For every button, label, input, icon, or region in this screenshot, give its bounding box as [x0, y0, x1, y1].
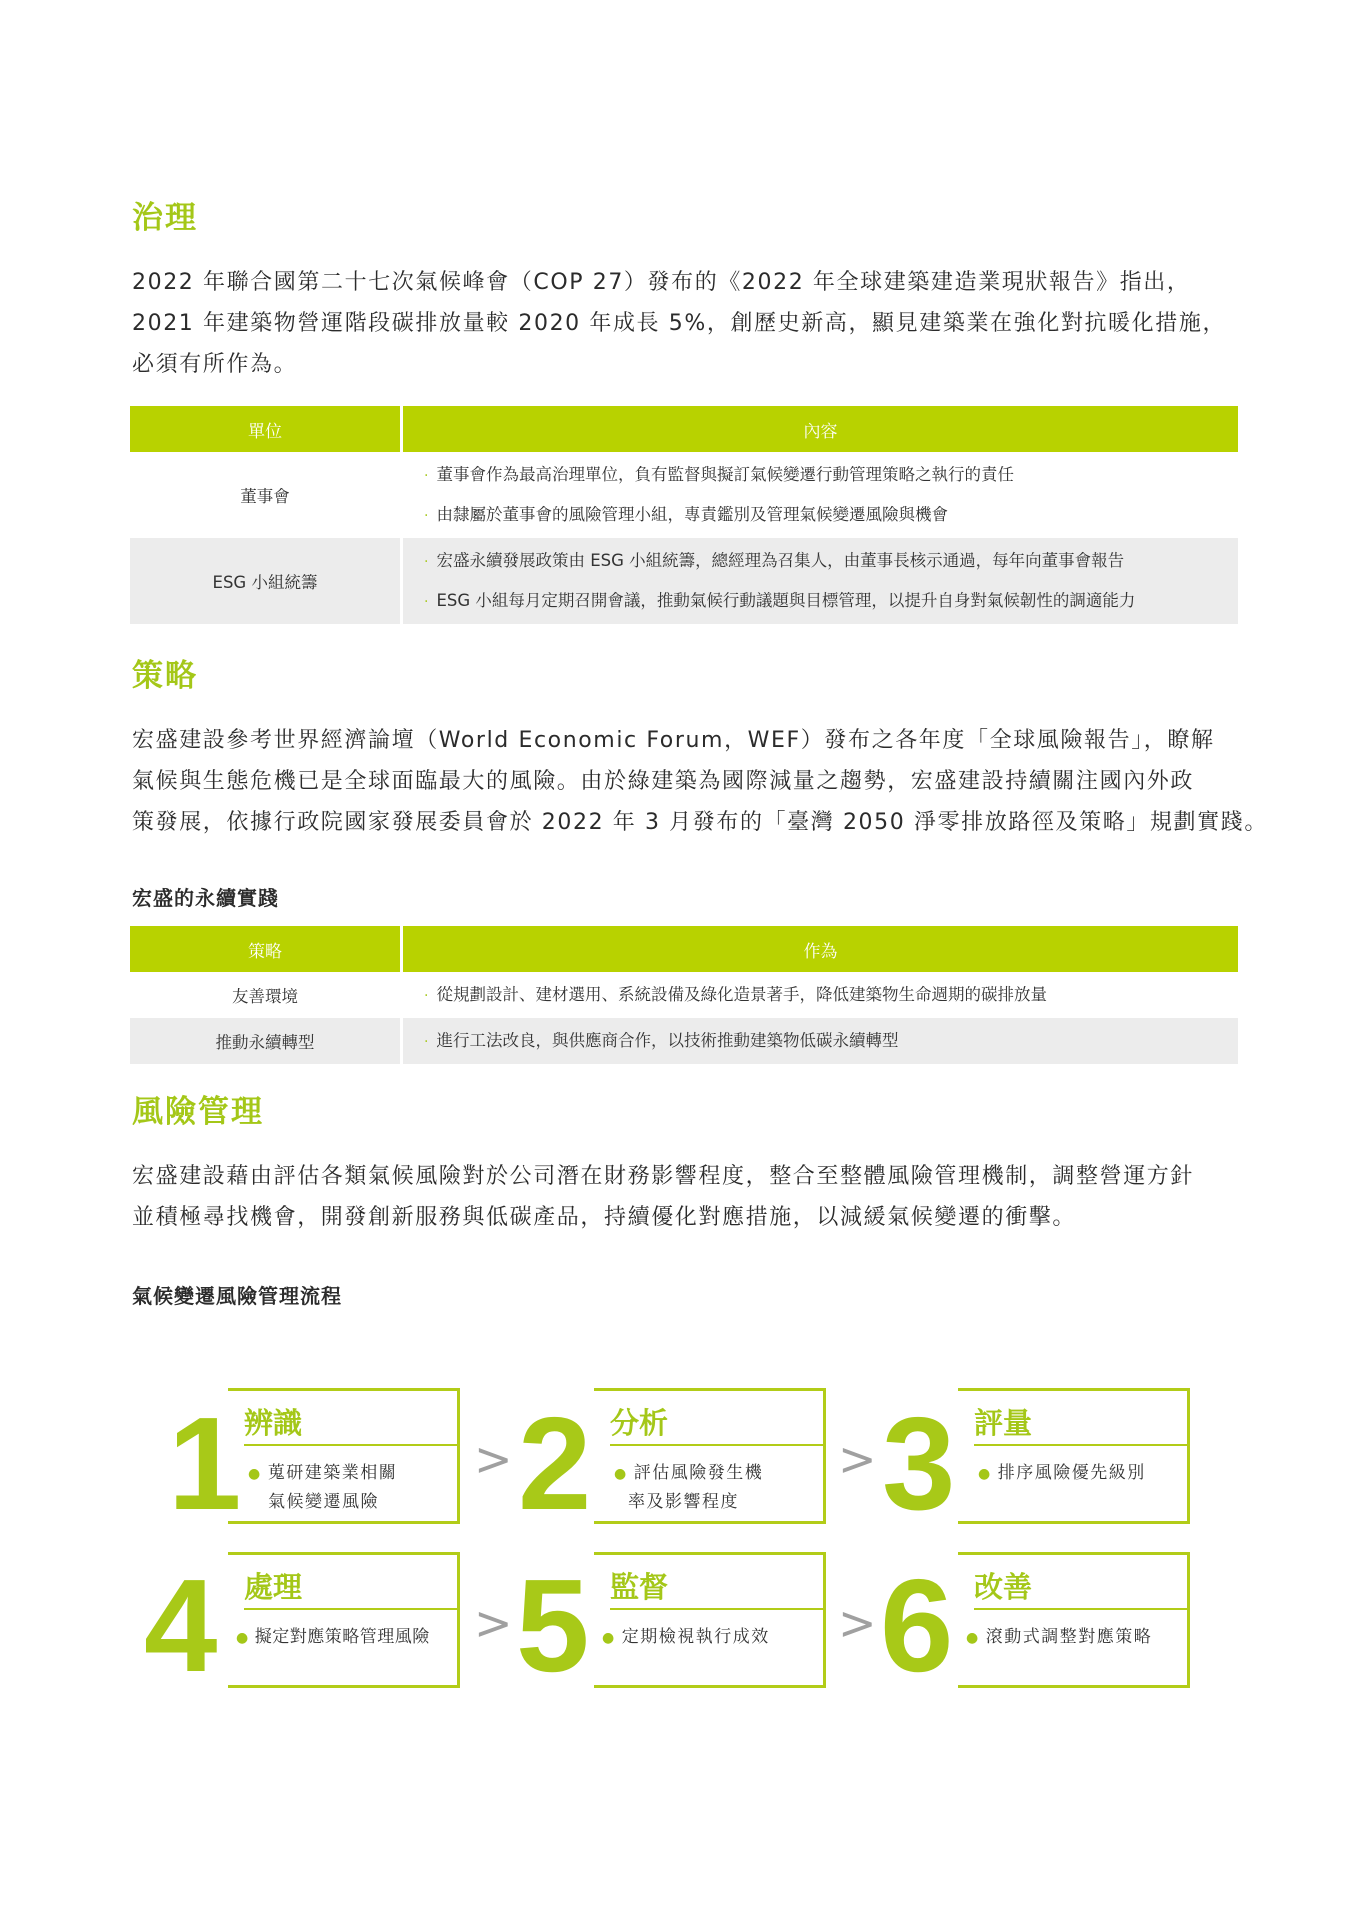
unit-cell: ESG 小組統籌 [130, 538, 403, 624]
bullet-icon: ● [248, 1466, 262, 1482]
divider [610, 1444, 823, 1446]
paragraph-line: 策發展，依據行政院國家發展委員會於 2022 年 3 月發布的「臺灣 2050 淨零排放路徑及策略」規劃實踐。 [132, 810, 1268, 835]
table-header-row [130, 926, 1238, 972]
step-box [958, 1388, 1190, 1524]
strategy-cell: 友善環境 [130, 972, 403, 1018]
bullet-icon: ● [966, 1630, 980, 1646]
bullet-icon: ● [236, 1630, 249, 1646]
bullet-icon: · [424, 988, 429, 1004]
table-row [130, 972, 1238, 1018]
table-row [130, 452, 1238, 538]
paragraph-line: 宏盛建設藉由評估各類氣候風險對於公司潛在財務影響程度，整合至整體風險管理機制，調整營運方針 [132, 1164, 1195, 1189]
list-item: · 董事會作為最高治理單位，負有監督與擬訂氣候變遷行動管理策略之執行的責任 [424, 465, 1014, 484]
chevron-right-icon: > [838, 1432, 877, 1486]
risk-heading: 風險管理 [132, 1094, 264, 1130]
step-description: ● 蒐研建築業相關 氣候變遷風險 [248, 1463, 398, 1512]
step-title: 監督 [610, 1570, 669, 1604]
paragraph-line: 2021 年建築物營運階段碳排放量較 2020 年成長 5%，創歷史新高，顯見建築業在強化對抗暖化措施， [132, 311, 1227, 336]
step-title: 分析 [610, 1406, 669, 1440]
table-header-row [130, 406, 1238, 452]
step-description: ● 擬定對應策略管理風險 [236, 1627, 430, 1647]
divider [610, 1608, 823, 1610]
governance-paragraph [132, 262, 1232, 385]
step-description: ● 排序風險優先級別 [978, 1463, 1146, 1483]
content-cell [403, 452, 1238, 538]
step-title: 評量 [974, 1406, 1033, 1440]
action-cell [403, 972, 1238, 1018]
step-box [958, 1552, 1190, 1688]
list-item: · 從規劃設計、建材選用、系統設備及綠化造景著手，降低建築物生命週期的碳排放量 [424, 985, 1047, 1004]
paragraph-line: 氣候與生態危機已是全球面臨最大的風險。由於綠建築為國際減量之趨勢，宏盛建設持續關注國內外政 [132, 769, 1195, 794]
column-header-unit: 單位 [130, 406, 403, 452]
divider [244, 1608, 457, 1610]
governance-heading: 治理 [132, 200, 198, 236]
column-header-strategy: 策略 [130, 926, 403, 972]
paragraph-line: 2022 年聯合國第二十七次氣候峰會（COP 27）發布的《2022 年全球建築建造業現狀報告》指出， [132, 270, 1191, 295]
divider [974, 1608, 1187, 1610]
step-box [228, 1552, 460, 1688]
governance-table [130, 406, 1238, 624]
step-number: 1 [168, 1390, 242, 1537]
paragraph-line: 宏盛建設參考世界經濟論壇（World Economic Forum，WEF）發布之各年度「全球風險報告」，瞭解 [132, 728, 1215, 753]
step-box [228, 1388, 460, 1524]
bullet-icon: · [424, 1034, 429, 1050]
bullet-icon: · [424, 594, 429, 610]
list-item: · 進行工法改良，與供應商合作，以技術推動建築物低碳永續轉型 [424, 1031, 899, 1050]
bullet-icon: · [424, 554, 429, 570]
chevron-right-icon: > [838, 1596, 877, 1650]
risk-subheading: 氣候變遷風險管理流程 [132, 1284, 342, 1308]
step-number: 3 [882, 1390, 956, 1537]
step-box [594, 1388, 826, 1524]
step-title: 辨識 [244, 1406, 303, 1440]
bullet-icon: · [424, 468, 429, 484]
list-item: · ESG 小組每月定期召開會議，推動氣候行動議題與目標管理，以提升自身對氣候韌性的調適能力 [424, 591, 1136, 610]
step-box [594, 1552, 826, 1688]
table-row [130, 538, 1238, 624]
step-number: 4 [144, 1552, 218, 1699]
chevron-right-icon: > [474, 1596, 513, 1650]
table-row [130, 1018, 1238, 1064]
step-number: 6 [880, 1552, 954, 1699]
bullet-icon: ● [978, 1466, 992, 1482]
unit-cell: 董事會 [130, 452, 403, 538]
bullet-icon: ● [614, 1466, 628, 1482]
bullet-icon: ● [602, 1630, 616, 1646]
step-description: ● 評估風險發生機 率及影響程度 [614, 1463, 764, 1512]
paragraph-line: 必須有所作為。 [132, 352, 298, 377]
strategy-paragraph [132, 720, 1268, 843]
step-description: ● 定期檢視執行成效 [602, 1627, 770, 1647]
divider [244, 1444, 457, 1446]
content-cell [403, 538, 1238, 624]
strategy-table [130, 926, 1238, 1064]
step-title: 改善 [974, 1570, 1033, 1604]
step-number: 5 [516, 1552, 590, 1699]
risk-paragraph [132, 1156, 1232, 1238]
strategy-heading: 策略 [132, 658, 198, 694]
column-header-content: 內容 [403, 406, 1238, 452]
list-item: · 由隸屬於董事會的風險管理小組，專責鑑別及管理氣候變遷風險與機會 [424, 505, 948, 524]
strategy-subheading: 宏盛的永續實踐 [132, 886, 279, 910]
step-title: 處理 [244, 1570, 303, 1604]
strategy-cell: 推動永續轉型 [130, 1018, 403, 1064]
chevron-right-icon: > [474, 1432, 513, 1486]
step-description: ● 滾動式調整對應策略 [966, 1627, 1153, 1647]
divider [974, 1444, 1187, 1446]
list-item: · 宏盛永續發展政策由 ESG 小組統籌，總經理為召集人，由董事長核示通過，每年向董事會報告 [424, 551, 1125, 570]
bullet-icon: · [424, 508, 429, 524]
column-header-action: 作為 [403, 926, 1238, 972]
paragraph-line: 並積極尋找機會，開發創新服務與低碳產品，持續優化對應措施，以減緩氣候變遷的衝擊。 [132, 1205, 1077, 1230]
step-number: 2 [518, 1390, 592, 1537]
action-cell [403, 1018, 1238, 1064]
